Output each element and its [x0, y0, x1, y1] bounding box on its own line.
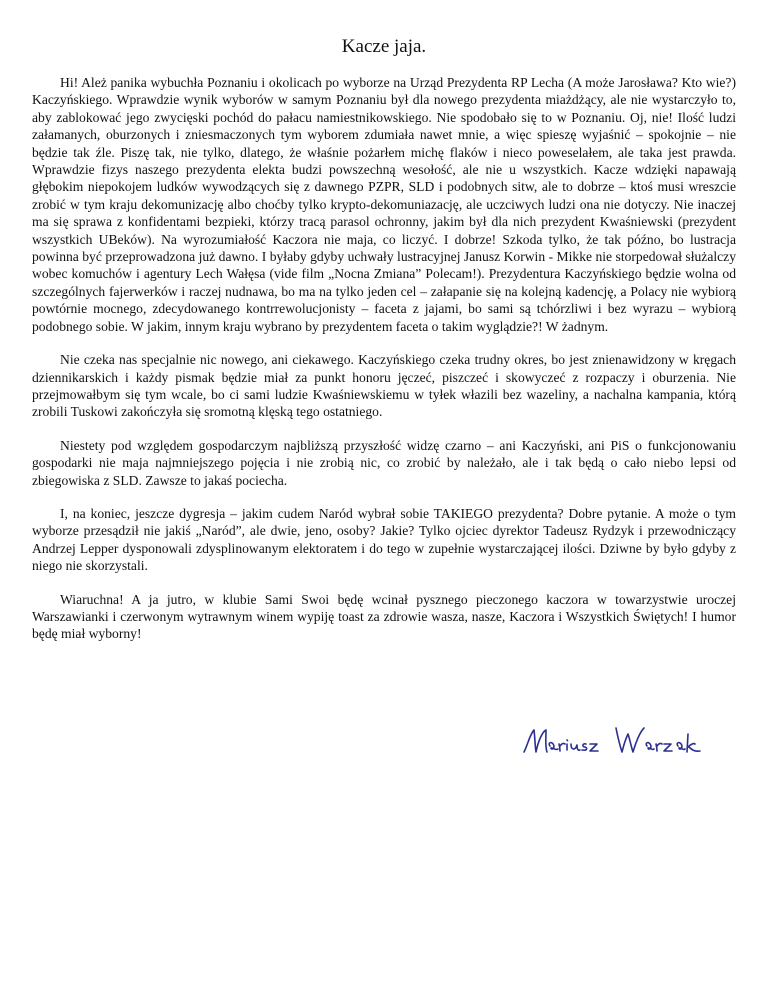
- signature-drawing: [520, 722, 720, 762]
- paragraph-1: Hi! Ależ panika wybuchła Poznaniu i okolicach po wyborze na Urząd Prezydenta RP Lecha (A może Jarosława? Kto wie?) Kaczyńskiego. Wprawdzie wynik wyborów w samym Poznaniu był dla nowego prezydenta miażdżący, ale nie wystarczyło to, aby zablokować jego zwycięski pochód do pałacu namiestnikowskiego. Nie spodobało się to w Poznaniu. Oj, nie! Ilość ludzi załamanych, oburzonych i zniesmaczonych tym wyborem zdumiała nawet mnie, a więc spieszę wyjaśnić – spokojnie – nie będzie tak źle. Piszę tak, nie tylko, dlatego, że właśnie pożarłem michę flaków i nieco poweselałem, ale taka jest prawda. Wprawdzie fizys naszego prezydenta elekta budzi powszechną wesołość, ale nie u wszystkich. Kacze wdzięki napawają głębokim niepokojem ludków wywodzących się z dawnego PZPR, SLD i podobnych sitw, ale to dobrze – ktoś musi wreszcie zrobić w tym kraju dekomunizację albo choćby tylko krypto-dekomuniazację, ale uczciwych ludzi ona nie dotyczy. Nie inaczej ma się sprawa z konfidentami bezpieki, którzy tracą parasol ochronny, jakim był dla nich prezydent Kwaśniewski (prezydent wszystkich UBeków). Na wyrozumiałość Kaczora nie maja, co liczyć. I dobrze! Szkoda tylko, że tak późno, bo lustracja powinna być przeprowadzona już dawno. I byłaby gdyby uchwały lustracyjnej Janusz Korwin - Mikke nie storpedował służalczy wobec komuchów i agentury Lech Wałęsa (vide film „Nocna Zmiana” Polecam!). Prezydentura Kaczyńskiego będzie wolna od szczególnych fajerwerków i raczej nudnawa, bo ma na tylko jeden cel – załapanie się na kolejną kadencję, a Polacy nie wybiorą powtórnie mocnego, zdecydowanego kontrrewolucjonisty – faceta z jajami, bo sami są tchórzliwi i bez wyrazu – wybiorą podobnego sobie. W jakim, innym kraju wybrano by prezydentem faceta o takim wyglądzie?! W żadnym.: [32, 75, 736, 334]
- document-title: Kacze jaja.: [341, 36, 427, 57]
- document-page: [32, 0, 736, 659]
- paragraph-4: I, na koniec, jeszcze dygresja – jakim cudem Naród wybrał sobie TAKIEGO prezydenta? Dobre pytanie. A może o tym wyborze przesądził nie jakiś „Naród”, ale dwie, jeno, osoby? Jakie? Tylko ojciec dyrektor Tadeusz Rydzyk i przewodniczący Andrzej Lepper dysponowali zdysplinowanym elektoratem i do tego w zupełnie wystarczającej ilości. Dziwne by było gdyby z niego nie skorzystali.: [32, 505, 736, 574]
- paragraph-2: Nie czeka nas specjalnie nic nowego, ani ciekawego. Kaczyńskiego czeka trudny okres, bo jest znienawidzony w kręgach dziennikarskich i każdy pismak będzie miał za punkt honoru jęczeć, piszczeć i skowyczeć z rozpaczy i oburzenia. Nie przejmowałbym się tym wcale, bo ci sami ludzie Kwaśniewskiemu w tyłek włazili bez wazeliny, a nachalna kampania, którą zrobili Tuskowi zakończyła się sromotną klęską tego ostatniego.: [32, 352, 736, 420]
- signature-text: [520, 762, 521, 763]
- paragraph-3: Niestety pod względem gospodarczym najbliższą przyszłość widzę czarno – ani Kaczyński, ani PiS o funkcjonowaniu gospodarki nie maja najmniejszego pojęcia i nie zrobią nic, co zrobić by należało, ale i tak będą o cało niebo lepsi od zbiegowiska z SLD. Zawsze to jakaś pociecha.: [32, 437, 736, 488]
- paragraph-5: Wiaruchna! A ja jutro, w klubie Sami Swoi będę wcinał pysznego pieczonego kaczora w towarzystwie uroczej Warszawianki i czerwonym wytrawnym winem wypiję toast za zdrowie wasza, nasze, Kaczora i Wszystkich Świętych! I humor będę miał wyborny!: [32, 591, 736, 642]
- handwritten-signature: [520, 722, 720, 762]
